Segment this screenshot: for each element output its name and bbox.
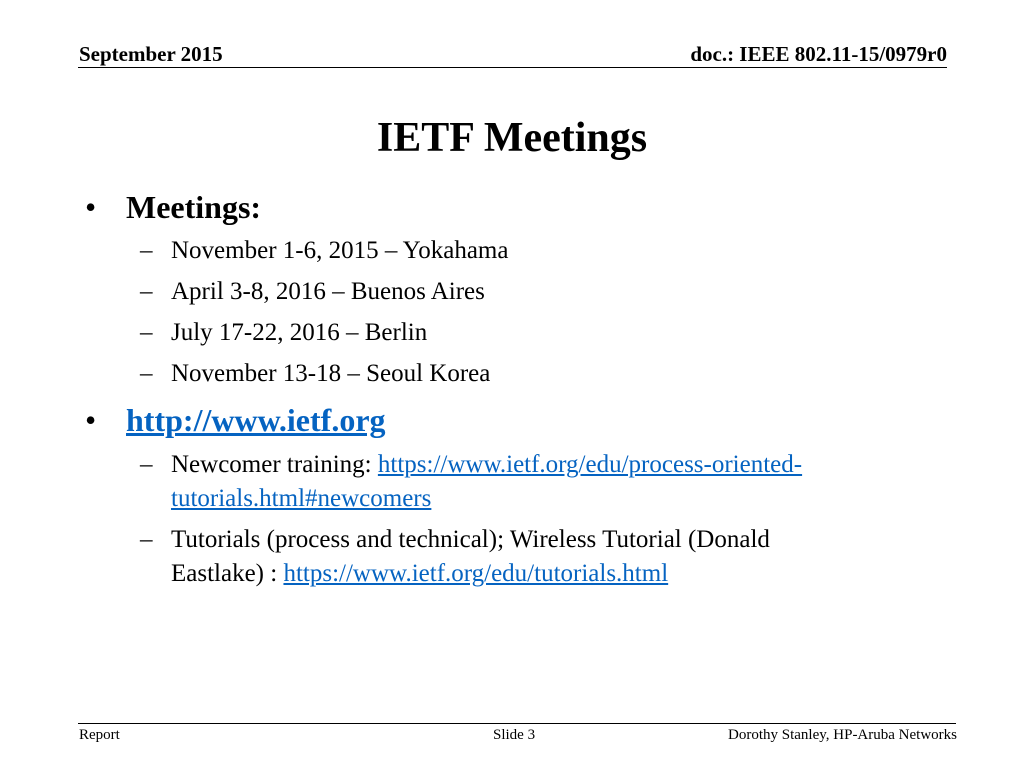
tutorials-link[interactable]: https://www.ietf.org/edu/tutorials.html	[283, 560, 669, 587]
footer-divider	[78, 723, 956, 724]
bullet-label: Meetings:	[126, 189, 262, 225]
list-item	[140, 234, 901, 268]
list-item	[140, 316, 901, 350]
footer-author: Dorothy Stanley, HP-Aruba Networks	[728, 727, 957, 743]
newcomer-label: Newcomer training:	[171, 451, 378, 478]
dash-icon: –	[140, 360, 153, 387]
bullet-ietf-link	[85, 401, 386, 439]
list-item	[140, 357, 901, 391]
dash-icon: –	[140, 319, 153, 346]
ietf-home-link[interactable]: http://www.ietf.org	[126, 402, 386, 438]
list-item	[140, 275, 901, 309]
bullet-meetings	[85, 188, 262, 226]
meeting-text: November 1-6, 2015 – Yokahama	[171, 237, 509, 264]
footer-report: Report	[79, 727, 120, 743]
link-text-line2: tutorials.html#newcomers	[171, 485, 432, 512]
dash-icon: –	[140, 526, 153, 553]
meeting-text: November 13-18 – Seoul Korea	[171, 360, 491, 387]
list-item	[140, 448, 901, 516]
header-doc-id: doc.: IEEE 802.11-15/0979r0	[690, 42, 947, 66]
dash-icon: –	[140, 278, 153, 305]
meeting-text: April 3-8, 2016 – Buenos Aires	[171, 278, 485, 305]
tutorials-text-2: Eastlake) :	[171, 560, 284, 587]
list-item	[140, 523, 901, 591]
tutorials-text: Tutorials (process and technical); Wireless Tutorial (Donald	[171, 526, 770, 553]
dash-icon: –	[140, 451, 153, 478]
dash-icon: –	[140, 237, 153, 264]
bullet-icon: •	[85, 402, 97, 438]
slide-title: IETF Meetings	[376, 115, 648, 161]
footer-slide-number: Slide 3	[493, 727, 536, 743]
header-divider	[78, 67, 947, 68]
header-date: September 2015	[79, 42, 223, 66]
link-text-line1: https://www.ietf.org/edu/process-oriented-	[377, 451, 803, 478]
bullet-icon: •	[85, 189, 97, 225]
meeting-text: July 17-22, 2016 – Berlin	[171, 319, 428, 346]
